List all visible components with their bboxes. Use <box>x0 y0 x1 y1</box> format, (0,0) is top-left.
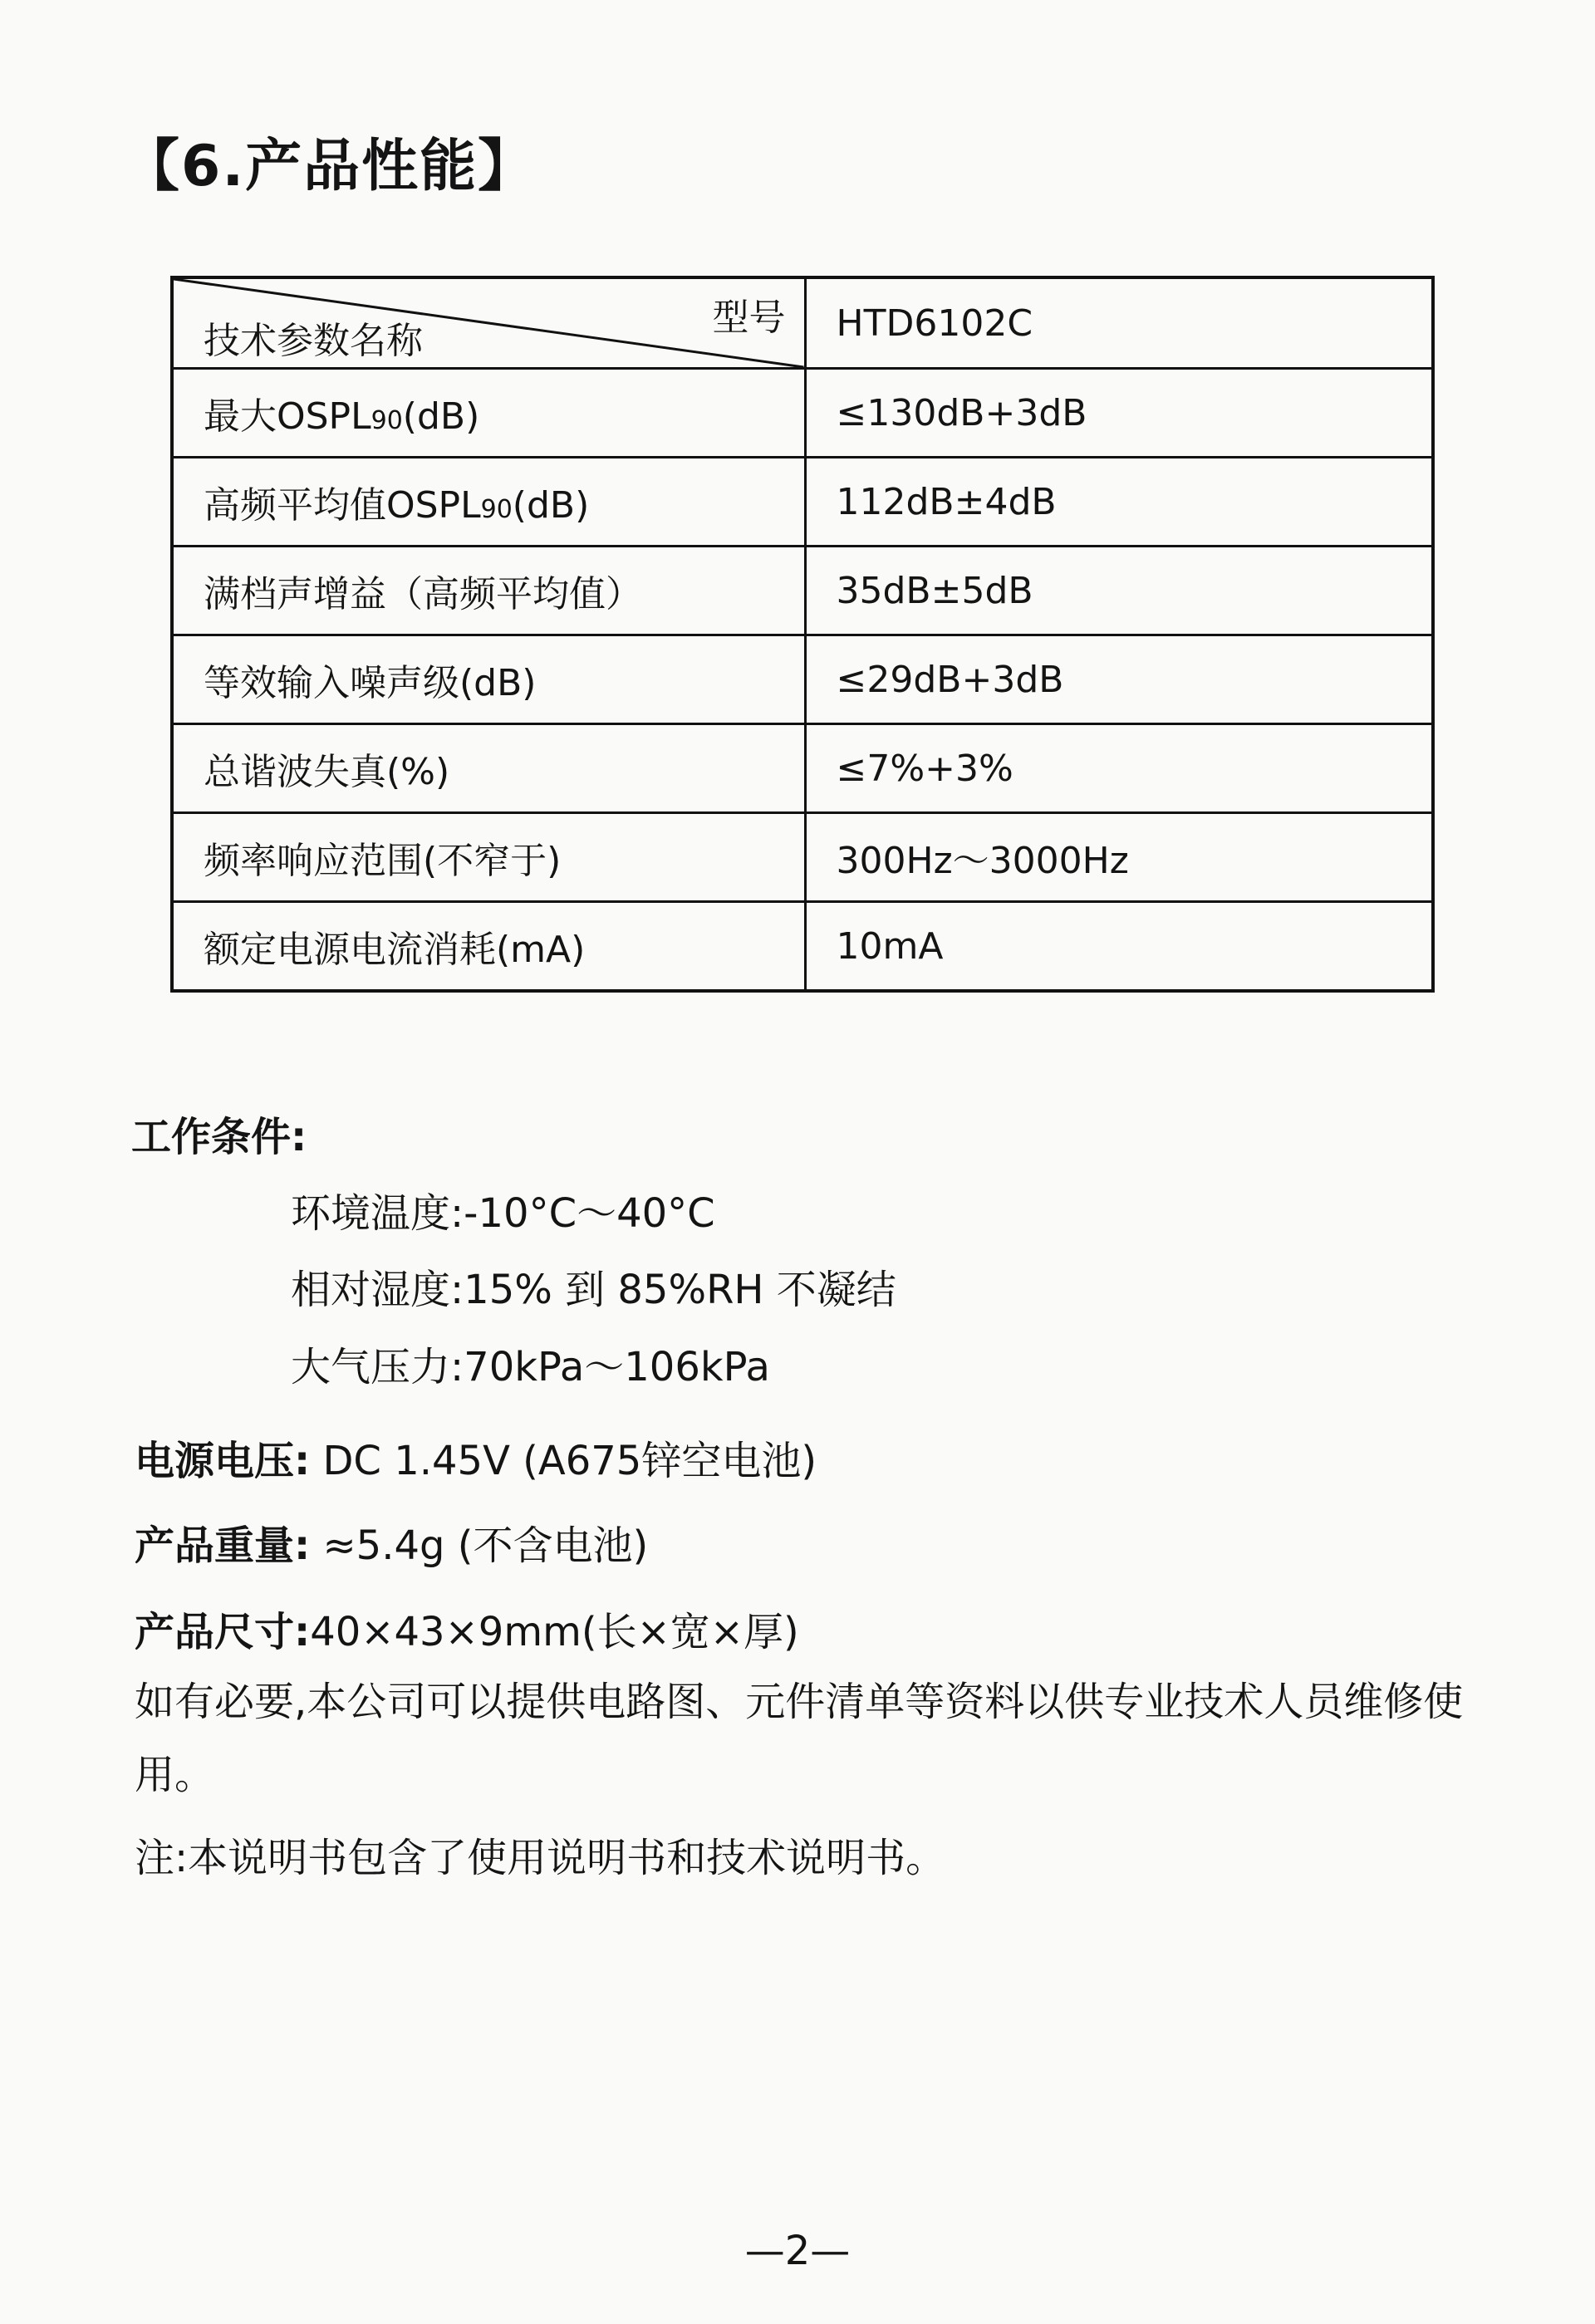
table-row <box>172 902 1433 992</box>
param-name: 频率响应范围(不窄于) <box>172 813 805 902</box>
product-weight-line <box>135 1513 648 1571</box>
model-value: HTD6102C <box>805 277 1433 369</box>
table-row <box>172 547 1433 635</box>
param-name: 总谐波失真(%) <box>172 724 805 813</box>
param-name-text: 高频平均值OSPL <box>204 484 481 527</box>
param-name-unit: (dB) <box>402 395 480 438</box>
param-value: ≤7%+3% <box>805 724 1433 813</box>
power-voltage-line <box>135 1429 817 1486</box>
param-name <box>172 369 805 458</box>
spec-table <box>170 276 1435 993</box>
table-row <box>172 635 1433 724</box>
param-name-subscript: 90 <box>480 495 513 524</box>
param-name-unit: (dB) <box>512 484 590 527</box>
param-value: 300Hz～3000Hz <box>805 813 1433 902</box>
param-value: 10mA <box>805 902 1433 992</box>
param-name-text: 最大OSPL <box>204 395 371 438</box>
product-size-label: 产品尺寸: <box>135 1609 311 1655</box>
condition-humidity: 相对湿度:15% 到 85%RH 不凝结 <box>291 1267 896 1313</box>
param-value: 112dB±4dB <box>805 458 1433 547</box>
page-title: 【6.产品性能】 <box>123 134 537 199</box>
table-row <box>172 458 1433 547</box>
param-value: ≤29dB+3dB <box>805 635 1433 724</box>
diagonal-header-cell <box>172 277 805 369</box>
table-header-row <box>172 277 1433 369</box>
param-name: 等效输入噪声级(dB) <box>172 635 805 724</box>
param-name: 满档声增益（高频平均值） <box>172 547 805 635</box>
header-param-label: 技术参数名称 <box>204 320 423 362</box>
power-voltage-value: DC 1.45V (A675锌空电池) <box>310 1438 817 1484</box>
header-model-label: 型号 <box>712 297 786 339</box>
manual-note: 注:本说明书包含了使用说明书和技术说明书。 <box>135 1835 946 1881</box>
condition-temperature: 环境温度:-10°C～40°C <box>291 1190 715 1237</box>
table-row <box>172 724 1433 813</box>
param-name <box>172 458 805 547</box>
table-row <box>172 369 1433 458</box>
param-name: 额定电源电流消耗(mA) <box>172 902 805 992</box>
page-number: —2— <box>744 2228 851 2274</box>
condition-pressure: 大气压力:70kPa～106kPa <box>291 1344 770 1390</box>
product-size-value: 40×43×9mm(长×宽×厚) <box>310 1609 799 1655</box>
conditions-heading: 工作条件: <box>131 1114 307 1160</box>
product-weight-label: 产品重量: <box>135 1522 311 1569</box>
service-note: 如有必要,本公司可以提供电路图、元件清单等资料以供专业技术人员维修使用。 <box>135 1679 1464 1798</box>
param-name-subscript: 90 <box>371 406 403 435</box>
product-size-line <box>135 1600 799 1657</box>
product-weight-value: ≈5.4g (不含电池) <box>310 1522 649 1569</box>
power-voltage-label: 电源电压: <box>135 1438 311 1484</box>
param-value: 35dB±5dB <box>805 547 1433 635</box>
param-value: ≤130dB+3dB <box>805 369 1433 458</box>
table-row <box>172 813 1433 902</box>
